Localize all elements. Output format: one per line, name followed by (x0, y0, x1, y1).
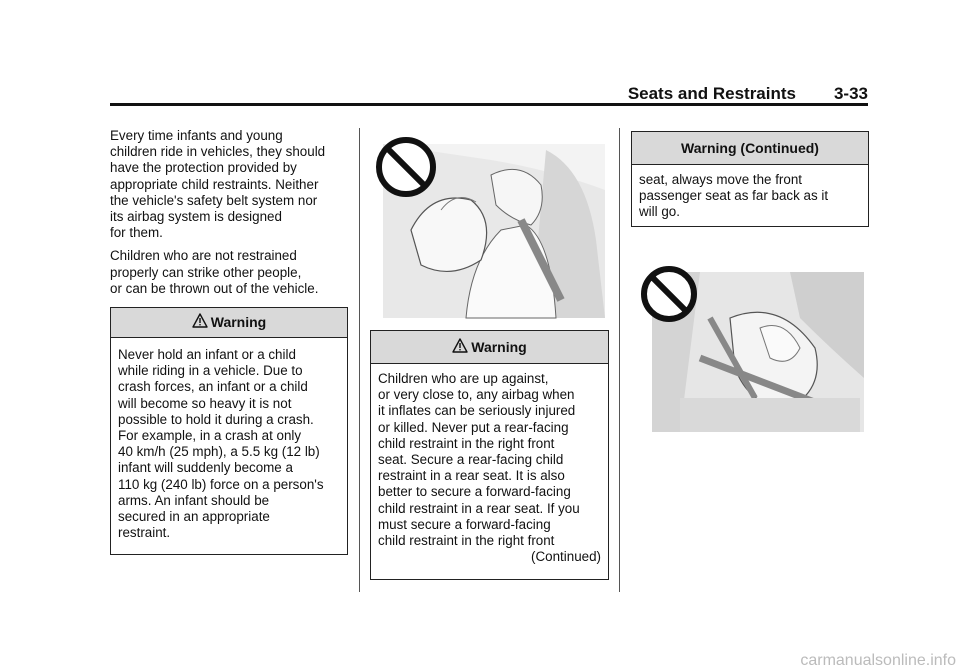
infant-airbag-illustration (371, 130, 607, 320)
section-title: Seats and Restraints (627, 84, 796, 103)
warning-title: Warning (471, 339, 527, 355)
column-divider (359, 128, 360, 592)
warning-box-airbag (370, 330, 609, 580)
prohibition-icon (379, 140, 433, 194)
intro-paragraph: Every time infants and young children ride in vehicles, they should have the protection provided by appropriate child restraints. Neither the vehicle's safety belt system nor its airbag system is designed for them. (110, 128, 326, 241)
warning-header: Warning (Continued) (632, 132, 868, 165)
column-left (110, 128, 348, 297)
header-rule (110, 103, 868, 106)
warning-box-infant (110, 307, 348, 555)
page-number: 3-33 (833, 84, 868, 103)
warning-header (371, 331, 608, 364)
restraint-paragraph: Children who are not restrained properly can strike other people, or can be thrown out of the vehicle. (110, 248, 319, 296)
warning-body: Never hold an infant or a child while riding in a vehicle. Due to crash forces, an infant or a child will become so heavy it is not possible to hold it during a crash. For example, in a crash at only 40 km/h (25 mph), a 5.5 kg (12 lb) infant will suddenly become a 110 kg (240 lb) force on a person's arms. An infant should be secured in an appropriate restraint. (118, 347, 324, 541)
warning-title: Warning (210, 314, 267, 330)
prohibition-icon (644, 269, 694, 319)
warning-triangle-icon (192, 309, 208, 338)
warning-body: seat, always move the front passenger seat as far back as it will go. (639, 172, 829, 220)
warning-body: Children who are up against, or very close to, any airbag when it inflates can be seriously injured or killed. Never put a rear-facing child restraint in the right front seat. Secure a rear-facing child restraint in a rear seat. It is also better to secure a forward-facing child restraint in a rear seat. If you must secure a forward-facing child restraint in the right front (Continued) (378, 371, 601, 565)
rear-facing-seat-illustration (640, 258, 866, 434)
column-divider (619, 128, 620, 592)
watermark: carmanualsonline.info (800, 652, 956, 669)
warning-triangle-icon (452, 332, 468, 364)
warning-box-continued (631, 131, 869, 227)
warning-header (111, 308, 347, 338)
continued-label: (Continued) (531, 549, 601, 565)
